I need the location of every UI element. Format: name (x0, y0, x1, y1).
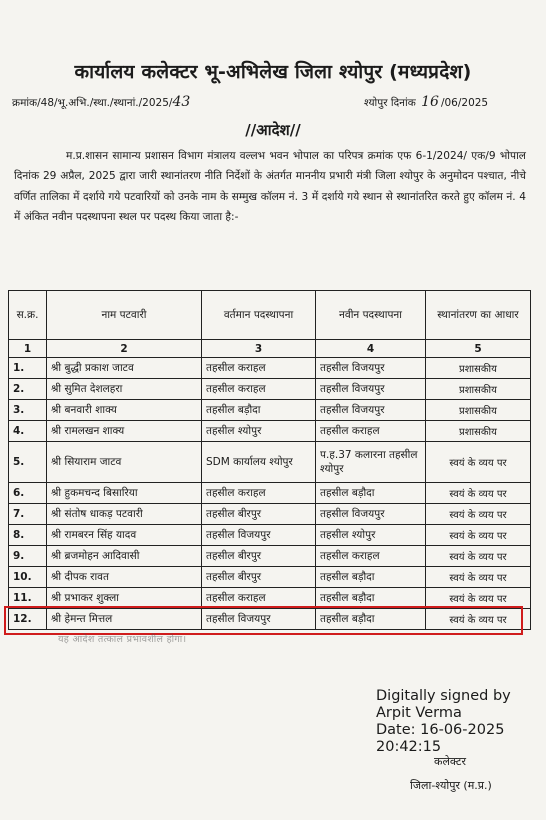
cell-name: श्री सियाराम जाटव (47, 442, 202, 483)
date-handwritten-day: 16 (421, 94, 439, 110)
signatory-designation: कलेक्टर (434, 755, 466, 768)
cell-current-posting: तहसील कराहल (202, 588, 316, 609)
cell-transfer-basis: प्रशासकीय (426, 379, 531, 400)
cell-current-posting: तहसील श्योपुर (202, 421, 316, 442)
cell-serial: 11. (9, 588, 47, 609)
table-row (9, 400, 531, 421)
table-row (9, 525, 531, 546)
cell-transfer-basis: स्वयं के व्यय पर (426, 442, 531, 483)
header-new-posting: नवीन पदस्थापना (316, 291, 426, 340)
cell-serial: 2. (9, 379, 47, 400)
column-number: 1 (9, 340, 47, 358)
cell-name: श्री रामलखन शाक्य (47, 421, 202, 442)
cell-transfer-basis: प्रशासकीय (426, 400, 531, 421)
cell-current-posting: तहसील बड़ौदा (202, 400, 316, 421)
header-transfer-basis: स्थानांतरण का आधार (426, 291, 531, 340)
cell-transfer-basis: प्रशासकीय (426, 421, 531, 442)
cell-new-posting: तहसील बड़ौदा (316, 567, 426, 588)
cell-new-posting: तहसील कराहल (316, 421, 426, 442)
cell-new-posting: तहसील बड़ौदा (316, 609, 426, 630)
table-row (9, 358, 531, 379)
cell-name: श्री संतोष धाकड़ पटवारी (47, 504, 202, 525)
order-reference (12, 94, 190, 110)
date-prefix: श्योपुर दिनांक (364, 97, 416, 109)
cell-current-posting: तहसील कराहल (202, 379, 316, 400)
cell-name: श्री हेमन्त मित्तल (47, 609, 202, 630)
table-header-row (9, 291, 531, 340)
column-number: 3 (202, 340, 316, 358)
cell-current-posting: तहसील बीरपुर (202, 546, 316, 567)
cell-transfer-basis: स्वयं के व्यय पर (426, 483, 531, 504)
cell-new-posting: तहसील विजयपुर (316, 504, 426, 525)
date-suffix: /06/2025 (440, 97, 489, 109)
highlight-box-row-12 (4, 606, 523, 635)
table-row (9, 379, 531, 400)
office-title: कार्यालय कलेक्टर भू-अभिलेख जिला श्योपुर (मध्यप्रदेश) (74, 61, 472, 83)
cell-name: श्री रामबरन सिंह यादव (47, 525, 202, 546)
cell-name: श्री सुमित देशलहरा (47, 379, 202, 400)
column-number-row (9, 340, 531, 358)
cell-serial: 12. (9, 609, 47, 630)
cell-current-posting: तहसील कराहल (202, 358, 316, 379)
signature-time: 20:42:15 (376, 739, 442, 755)
cell-new-posting: तहसील विजयपुर (316, 379, 426, 400)
cell-current-posting: तहसील विजयपुर (202, 525, 316, 546)
cell-name: श्री हुकमचन्द बिसारिया (47, 483, 202, 504)
cell-serial: 9. (9, 546, 47, 567)
cell-serial: 3. (9, 400, 47, 421)
cell-serial: 10. (9, 567, 47, 588)
signature-date: Date: 16-06-2025 (376, 722, 505, 738)
order-date (364, 94, 488, 110)
cell-new-posting: तहसील बड़ौदा (316, 483, 426, 504)
header-current-posting: वर्तमान पदस्थापना (202, 291, 316, 340)
cell-transfer-basis: स्वयं के व्यय पर (426, 567, 531, 588)
cell-serial: 7. (9, 504, 47, 525)
signature-name: Arpit Verma (376, 705, 462, 721)
table-row (9, 483, 531, 504)
cell-current-posting: तहसील विजयपुर (202, 609, 316, 630)
table-row (9, 546, 531, 567)
signatory-district: जिला-श्योपुर (म.प्र.) (410, 779, 492, 792)
cell-transfer-basis: स्वयं के व्यय पर (426, 525, 531, 546)
header-name: नाम पटवारी (47, 291, 202, 340)
cell-name: श्री बनवारी शाक्य (47, 400, 202, 421)
cell-new-posting: तहसील बड़ौदा (316, 588, 426, 609)
cell-transfer-basis: स्वयं के व्यय पर (426, 588, 531, 609)
cell-transfer-basis: प्रशासकीय (426, 358, 531, 379)
cell-new-posting: तहसील श्योपुर (316, 525, 426, 546)
table-row (9, 567, 531, 588)
digital-signature (376, 688, 511, 756)
table-row (9, 504, 531, 525)
cell-current-posting: तहसील बीरपुर (202, 567, 316, 588)
header-serial: स.क्र. (9, 291, 47, 340)
signature-line: Digitally signed by (376, 688, 511, 704)
column-number: 2 (47, 340, 202, 358)
reference-prefix: क्रमांक/48/भू.अभि./स्था./स्थानां./2025/ (12, 97, 173, 109)
cell-transfer-basis: स्वयं के व्यय पर (426, 609, 531, 630)
cell-new-posting: प.ह.37 कलारना तहसील श्योपुर (316, 442, 426, 483)
table-row (9, 442, 531, 483)
cell-current-posting: SDM कार्यालय श्योपुर (202, 442, 316, 483)
cell-name: श्री दीपक रावत (47, 567, 202, 588)
cell-name: श्री बुद्धी प्रकाश जाटव (47, 358, 202, 379)
order-heading: //आदेश// (245, 121, 301, 139)
cell-current-posting: तहसील कराहल (202, 483, 316, 504)
column-number: 5 (426, 340, 531, 358)
cell-serial: 8. (9, 525, 47, 546)
cell-new-posting: तहसील कराहल (316, 546, 426, 567)
cell-new-posting: तहसील विजयपुर (316, 400, 426, 421)
cell-transfer-basis: स्वयं के व्यय पर (426, 504, 531, 525)
order-body-text: म.प्र.शासन सामान्य प्रशासन विभाग मंत्रालय वल्लभ भवन भोपाल का परिपत्र क्रमांक एफ 6-1/2024/ एक/9 भोपाल दिनांक 29 अप्रैल, 2025 द्वारा जारी स्थानांतरण नीति निर्देशों के अंतर्गत माननीय प्रभारी मंत्री जिला श्योपुर के अनुमोदन पश्चात, नीचे वर्णित तालिका में दर्शाये गये पटवारियों को उनके नाम के सम्मुख कॉलम नं. 3 में दर्शाये गये स्थान से स्थानांतरित करते हुए कॉलम नं. 4 में अंकित नवीन पदस्थापना स्थल पर पदस्थ किया जाता है:- (14, 150, 526, 224)
cell-serial: 5. (9, 442, 47, 483)
column-number: 4 (316, 340, 426, 358)
faded-footer-text: यह आदेश तत्काल प्रभावशील होगा। (58, 633, 187, 645)
cell-current-posting: तहसील बीरपुर (202, 504, 316, 525)
cell-name: श्री प्रभाकर शुक्ला (47, 588, 202, 609)
reference-handwritten-number: 43 (172, 94, 191, 110)
cell-serial: 4. (9, 421, 47, 442)
table-row (9, 421, 531, 442)
cell-transfer-basis: स्वयं के व्यय पर (426, 546, 531, 567)
cell-serial: 6. (9, 483, 47, 504)
transfer-table (8, 290, 531, 630)
cell-new-posting: तहसील विजयपुर (316, 358, 426, 379)
cell-name: श्री ब्रजमोहन आदिवासी (47, 546, 202, 567)
cell-serial: 1. (9, 358, 47, 379)
